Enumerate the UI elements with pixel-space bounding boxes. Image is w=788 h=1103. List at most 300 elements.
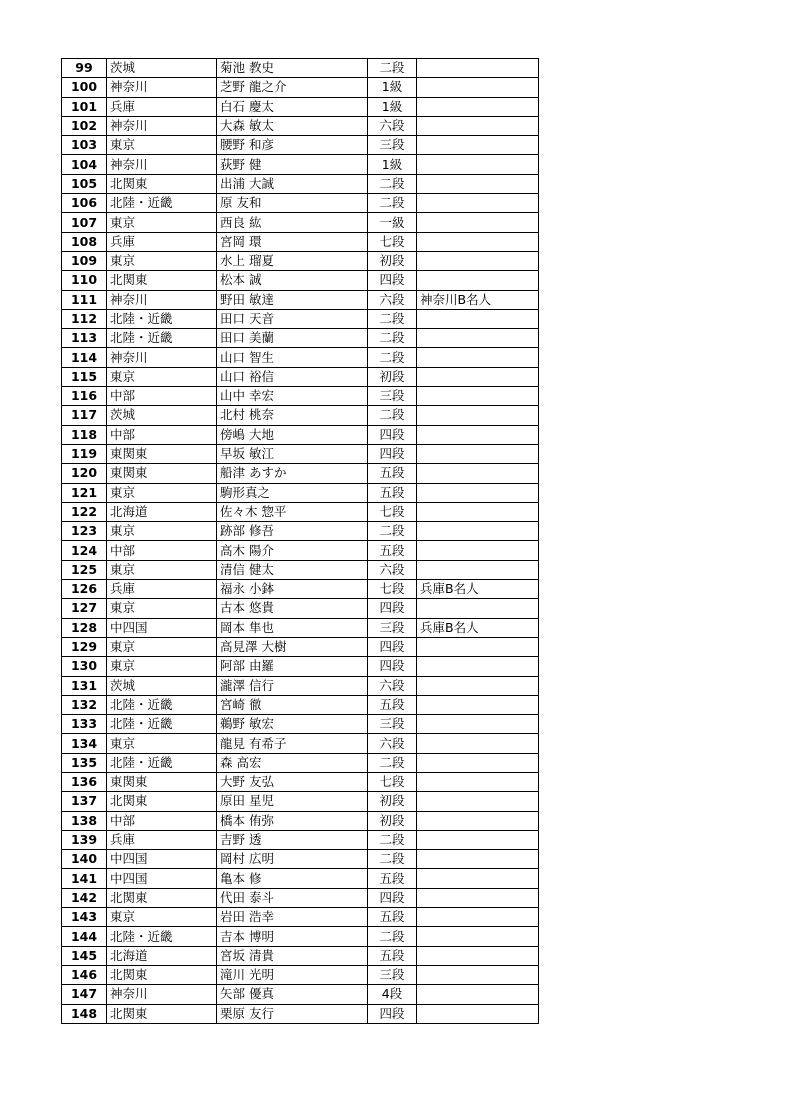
entry-number-cell: 114: [62, 348, 107, 367]
rank-cell: 二段: [368, 174, 417, 193]
region-cell: 東京: [107, 599, 217, 618]
note-cell: [417, 97, 539, 116]
rank-cell: 五段: [368, 483, 417, 502]
rank-cell: 初段: [368, 251, 417, 270]
region-cell: 東関東: [107, 464, 217, 483]
region-cell: 茨城: [107, 406, 217, 425]
rank-cell: 七段: [368, 502, 417, 521]
table-row: [62, 908, 539, 927]
region-cell: 茨城: [107, 676, 217, 695]
table-row: [62, 348, 539, 367]
note-cell: [417, 464, 539, 483]
player-name-cell: 岡本 隼也: [217, 618, 368, 637]
region-cell: 北海道: [107, 502, 217, 521]
region-cell: 東京: [107, 637, 217, 656]
player-name-cell: 山口 裕信: [217, 367, 368, 386]
player-name-cell: 矢部 優真: [217, 985, 368, 1004]
entry-number-cell: 102: [62, 116, 107, 135]
rank-cell: 三段: [368, 387, 417, 406]
entry-number-cell: 145: [62, 946, 107, 965]
player-name-cell: 原田 星児: [217, 792, 368, 811]
entry-number-cell: 139: [62, 830, 107, 849]
player-name-cell: 山中 幸宏: [217, 387, 368, 406]
entry-number-cell: 141: [62, 869, 107, 888]
region-cell: 神奈川: [107, 116, 217, 135]
entry-number-cell: 100: [62, 78, 107, 97]
note-cell: 神奈川B名人: [417, 290, 539, 309]
rank-cell: 四段: [368, 888, 417, 907]
note-cell: [417, 637, 539, 656]
table-row: [62, 869, 539, 888]
note-cell: 兵庫B名人: [417, 580, 539, 599]
note-cell: [417, 869, 539, 888]
table-row: [62, 888, 539, 907]
note-cell: [417, 1004, 539, 1023]
note-cell: [417, 78, 539, 97]
region-cell: 北陸・近畿: [107, 753, 217, 772]
region-cell: 中四国: [107, 869, 217, 888]
entry-number-cell: 124: [62, 541, 107, 560]
entry-number-cell: 133: [62, 715, 107, 734]
table-row: [62, 541, 539, 560]
note-cell: [417, 946, 539, 965]
player-name-cell: 腰野 和彦: [217, 136, 368, 155]
note-cell: [417, 830, 539, 849]
table-row: [62, 309, 539, 328]
note-cell: [417, 560, 539, 579]
region-cell: 東京: [107, 657, 217, 676]
player-name-cell: 栗原 友行: [217, 1004, 368, 1023]
rank-cell: 二段: [368, 309, 417, 328]
rank-cell: 二段: [368, 927, 417, 946]
entry-number-cell: 143: [62, 908, 107, 927]
table-row: [62, 406, 539, 425]
rank-cell: 四段: [368, 425, 417, 444]
table-row: [62, 811, 539, 830]
table-row: [62, 502, 539, 521]
rank-cell: 七段: [368, 772, 417, 791]
player-name-cell: 西良 紘: [217, 213, 368, 232]
entry-number-cell: 120: [62, 464, 107, 483]
player-name-cell: 原 友和: [217, 194, 368, 213]
note-cell: [417, 811, 539, 830]
region-cell: 茨城: [107, 59, 217, 78]
entry-number-cell: 113: [62, 329, 107, 348]
note-cell: [417, 387, 539, 406]
note-cell: [417, 734, 539, 753]
table-row: [62, 657, 539, 676]
table-row: [62, 444, 539, 463]
table-row: [62, 695, 539, 714]
entry-number-cell: 125: [62, 560, 107, 579]
note-cell: 兵庫B名人: [417, 618, 539, 637]
region-cell: 中四国: [107, 850, 217, 869]
table-row: [62, 946, 539, 965]
player-name-cell: 吉野 透: [217, 830, 368, 849]
note-cell: [417, 522, 539, 541]
player-name-cell: 菊池 教史: [217, 59, 368, 78]
player-name-cell: 鵜野 敏宏: [217, 715, 368, 734]
rank-cell: 四段: [368, 271, 417, 290]
note-cell: [417, 753, 539, 772]
player-name-cell: 宮坂 清貴: [217, 946, 368, 965]
rank-cell: 4段: [368, 985, 417, 1004]
table-row: [62, 251, 539, 270]
player-name-cell: 橋本 侑弥: [217, 811, 368, 830]
rank-cell: 五段: [368, 946, 417, 965]
rank-cell: 初段: [368, 792, 417, 811]
note-cell: [417, 348, 539, 367]
region-cell: 東京: [107, 522, 217, 541]
table-row: [62, 927, 539, 946]
player-name-cell: 亀本 修: [217, 869, 368, 888]
note-cell: [417, 232, 539, 251]
table-row: [62, 985, 539, 1004]
table-row: [62, 618, 539, 637]
player-name-cell: 田口 天音: [217, 309, 368, 328]
rank-cell: 1級: [368, 97, 417, 116]
rank-cell: 三段: [368, 715, 417, 734]
entry-number-cell: 108: [62, 232, 107, 251]
rank-cell: 二段: [368, 329, 417, 348]
table-row: [62, 522, 539, 541]
table-row: [62, 850, 539, 869]
rank-cell: 四段: [368, 657, 417, 676]
region-cell: 東京: [107, 367, 217, 386]
note-cell: [417, 908, 539, 927]
rank-cell: 五段: [368, 869, 417, 888]
note-cell: [417, 406, 539, 425]
table-row: [62, 97, 539, 116]
rank-cell: 一級: [368, 213, 417, 232]
note-cell: [417, 888, 539, 907]
entry-number-cell: 103: [62, 136, 107, 155]
region-cell: 神奈川: [107, 78, 217, 97]
region-cell: 北陸・近畿: [107, 309, 217, 328]
player-name-cell: 瀧澤 信行: [217, 676, 368, 695]
note-cell: [417, 213, 539, 232]
player-name-cell: 岡村 広明: [217, 850, 368, 869]
table-row: [62, 116, 539, 135]
region-cell: 北陸・近畿: [107, 695, 217, 714]
entry-number-cell: 116: [62, 387, 107, 406]
table-row: [62, 78, 539, 97]
player-name-cell: 早坂 敏江: [217, 444, 368, 463]
player-name-cell: 福永 小鉢: [217, 580, 368, 599]
entry-number-cell: 107: [62, 213, 107, 232]
entry-number-cell: 129: [62, 637, 107, 656]
region-cell: 北関東: [107, 965, 217, 984]
entry-number-cell: 135: [62, 753, 107, 772]
participant-table: [61, 58, 539, 1024]
rank-cell: 二段: [368, 406, 417, 425]
rank-cell: 二段: [368, 753, 417, 772]
entry-number-cell: 115: [62, 367, 107, 386]
note-cell: [417, 444, 539, 463]
region-cell: 北関東: [107, 888, 217, 907]
table-row: [62, 387, 539, 406]
table-row: [62, 155, 539, 174]
player-name-cell: 宮岡 環: [217, 232, 368, 251]
entry-number-cell: 123: [62, 522, 107, 541]
entry-number-cell: 130: [62, 657, 107, 676]
table-row: [62, 965, 539, 984]
region-cell: 兵庫: [107, 232, 217, 251]
entry-number-cell: 112: [62, 309, 107, 328]
rank-cell: 六段: [368, 560, 417, 579]
entry-number-cell: 106: [62, 194, 107, 213]
region-cell: 神奈川: [107, 985, 217, 1004]
rank-cell: 四段: [368, 1004, 417, 1023]
rank-cell: 1級: [368, 78, 417, 97]
note-cell: [417, 483, 539, 502]
table-row: [62, 464, 539, 483]
entry-number-cell: 138: [62, 811, 107, 830]
note-cell: [417, 657, 539, 676]
player-name-cell: 代田 泰斗: [217, 888, 368, 907]
table-row: [62, 425, 539, 444]
entry-number-cell: 131: [62, 676, 107, 695]
table-row: [62, 753, 539, 772]
player-name-cell: 高見澤 大樹: [217, 637, 368, 656]
rank-cell: 五段: [368, 464, 417, 483]
region-cell: 北陸・近畿: [107, 715, 217, 734]
note-cell: [417, 329, 539, 348]
table-row: [62, 1004, 539, 1023]
player-name-cell: 出浦 大誠: [217, 174, 368, 193]
player-name-cell: 田口 美蘭: [217, 329, 368, 348]
entry-number-cell: 126: [62, 580, 107, 599]
rank-cell: 四段: [368, 637, 417, 656]
table-row: [62, 580, 539, 599]
rank-cell: 二段: [368, 830, 417, 849]
region-cell: 東京: [107, 483, 217, 502]
region-cell: 兵庫: [107, 580, 217, 599]
player-name-cell: 水上 瑠夏: [217, 251, 368, 270]
region-cell: 神奈川: [107, 348, 217, 367]
rank-cell: 六段: [368, 290, 417, 309]
region-cell: 中部: [107, 387, 217, 406]
note-cell: [417, 502, 539, 521]
region-cell: 東京: [107, 213, 217, 232]
note-cell: [417, 174, 539, 193]
note-cell: [417, 985, 539, 1004]
table-row: [62, 367, 539, 386]
player-name-cell: 森 高宏: [217, 753, 368, 772]
player-name-cell: 大森 敏太: [217, 116, 368, 135]
note-cell: [417, 772, 539, 791]
entry-number-cell: 104: [62, 155, 107, 174]
entry-number-cell: 132: [62, 695, 107, 714]
region-cell: 神奈川: [107, 290, 217, 309]
player-name-cell: 岩田 浩幸: [217, 908, 368, 927]
note-cell: [417, 367, 539, 386]
table-row: [62, 560, 539, 579]
entry-number-cell: 136: [62, 772, 107, 791]
rank-cell: 五段: [368, 908, 417, 927]
entry-number-cell: 134: [62, 734, 107, 753]
table-row: [62, 830, 539, 849]
rank-cell: 初段: [368, 367, 417, 386]
table-row: [62, 213, 539, 232]
note-cell: [417, 136, 539, 155]
note-cell: [417, 194, 539, 213]
player-name-cell: 駒形真之: [217, 483, 368, 502]
entry-number-cell: 109: [62, 251, 107, 270]
player-name-cell: 大野 友弘: [217, 772, 368, 791]
table-row: [62, 232, 539, 251]
table-row: [62, 136, 539, 155]
player-name-cell: 佐々木 惣平: [217, 502, 368, 521]
player-name-cell: 清信 健太: [217, 560, 368, 579]
region-cell: 中四国: [107, 618, 217, 637]
player-name-cell: 滝川 光明: [217, 965, 368, 984]
note-cell: [417, 425, 539, 444]
table-row: [62, 271, 539, 290]
region-cell: 北陸・近畿: [107, 927, 217, 946]
rank-cell: 1級: [368, 155, 417, 174]
region-cell: 東京: [107, 734, 217, 753]
player-name-cell: 松本 誠: [217, 271, 368, 290]
player-name-cell: 阿部 由羅: [217, 657, 368, 676]
table-row: [62, 734, 539, 753]
table-row: [62, 772, 539, 791]
player-name-cell: 傍嶋 大地: [217, 425, 368, 444]
note-cell: [417, 927, 539, 946]
table-row: [62, 329, 539, 348]
table-row: [62, 715, 539, 734]
rank-cell: 三段: [368, 965, 417, 984]
rank-cell: 二段: [368, 194, 417, 213]
region-cell: 北陸・近畿: [107, 194, 217, 213]
region-cell: 東京: [107, 136, 217, 155]
table-row: [62, 59, 539, 78]
rank-cell: 七段: [368, 580, 417, 599]
entry-number-cell: 147: [62, 985, 107, 1004]
player-name-cell: 船津 あすか: [217, 464, 368, 483]
rank-cell: 初段: [368, 811, 417, 830]
player-name-cell: 跡部 修吾: [217, 522, 368, 541]
note-cell: [417, 965, 539, 984]
region-cell: 中部: [107, 425, 217, 444]
table-row: [62, 290, 539, 309]
region-cell: 東京: [107, 908, 217, 927]
entry-number-cell: 122: [62, 502, 107, 521]
rank-cell: 七段: [368, 232, 417, 251]
rank-cell: 三段: [368, 618, 417, 637]
player-name-cell: 吉本 博明: [217, 927, 368, 946]
entry-number-cell: 142: [62, 888, 107, 907]
rank-cell: 六段: [368, 734, 417, 753]
entry-number-cell: 119: [62, 444, 107, 463]
note-cell: [417, 676, 539, 695]
player-name-cell: 高木 陽介: [217, 541, 368, 560]
entry-number-cell: 105: [62, 174, 107, 193]
player-name-cell: 古本 悠貴: [217, 599, 368, 618]
player-name-cell: 龍見 有希子: [217, 734, 368, 753]
region-cell: 北関東: [107, 271, 217, 290]
entry-number-cell: 101: [62, 97, 107, 116]
table-row: [62, 792, 539, 811]
table-row: [62, 599, 539, 618]
rank-cell: 二段: [368, 59, 417, 78]
player-name-cell: 山口 智生: [217, 348, 368, 367]
region-cell: 北陸・近畿: [107, 329, 217, 348]
table-body: [62, 59, 539, 1024]
region-cell: 兵庫: [107, 97, 217, 116]
note-cell: [417, 251, 539, 270]
player-name-cell: 宮崎 徹: [217, 695, 368, 714]
rank-cell: 六段: [368, 676, 417, 695]
rank-cell: 五段: [368, 541, 417, 560]
note-cell: [417, 695, 539, 714]
table-row: [62, 194, 539, 213]
player-name-cell: 北村 桃奈: [217, 406, 368, 425]
player-name-cell: 白石 慶太: [217, 97, 368, 116]
entry-number-cell: 144: [62, 927, 107, 946]
note-cell: [417, 599, 539, 618]
table-row: [62, 676, 539, 695]
entry-number-cell: 117: [62, 406, 107, 425]
note-cell: [417, 541, 539, 560]
entry-number-cell: 146: [62, 965, 107, 984]
table-row: [62, 483, 539, 502]
note-cell: [417, 792, 539, 811]
rank-cell: 六段: [368, 116, 417, 135]
entry-number-cell: 121: [62, 483, 107, 502]
note-cell: [417, 59, 539, 78]
entry-number-cell: 137: [62, 792, 107, 811]
rank-cell: 五段: [368, 695, 417, 714]
entry-number-cell: 118: [62, 425, 107, 444]
region-cell: 北関東: [107, 174, 217, 193]
region-cell: 兵庫: [107, 830, 217, 849]
region-cell: 神奈川: [107, 155, 217, 174]
player-name-cell: 荻野 健: [217, 155, 368, 174]
entry-number-cell: 99: [62, 59, 107, 78]
region-cell: 北海道: [107, 946, 217, 965]
table-row: [62, 637, 539, 656]
region-cell: 中部: [107, 811, 217, 830]
rank-cell: 二段: [368, 522, 417, 541]
entry-number-cell: 127: [62, 599, 107, 618]
region-cell: 中部: [107, 541, 217, 560]
region-cell: 北関東: [107, 792, 217, 811]
entry-number-cell: 128: [62, 618, 107, 637]
rank-cell: 三段: [368, 136, 417, 155]
table-row: [62, 174, 539, 193]
entry-number-cell: 140: [62, 850, 107, 869]
region-cell: 東関東: [107, 444, 217, 463]
player-name-cell: 野田 敏達: [217, 290, 368, 309]
entry-number-cell: 111: [62, 290, 107, 309]
note-cell: [417, 309, 539, 328]
rank-cell: 四段: [368, 444, 417, 463]
note-cell: [417, 155, 539, 174]
note-cell: [417, 850, 539, 869]
rank-cell: 二段: [368, 850, 417, 869]
rank-cell: 四段: [368, 599, 417, 618]
player-name-cell: 芝野 龍之介: [217, 78, 368, 97]
rank-cell: 二段: [368, 348, 417, 367]
note-cell: [417, 271, 539, 290]
region-cell: 東関東: [107, 772, 217, 791]
region-cell: 北関東: [107, 1004, 217, 1023]
note-cell: [417, 715, 539, 734]
region-cell: 東京: [107, 251, 217, 270]
note-cell: [417, 116, 539, 135]
entry-number-cell: 110: [62, 271, 107, 290]
